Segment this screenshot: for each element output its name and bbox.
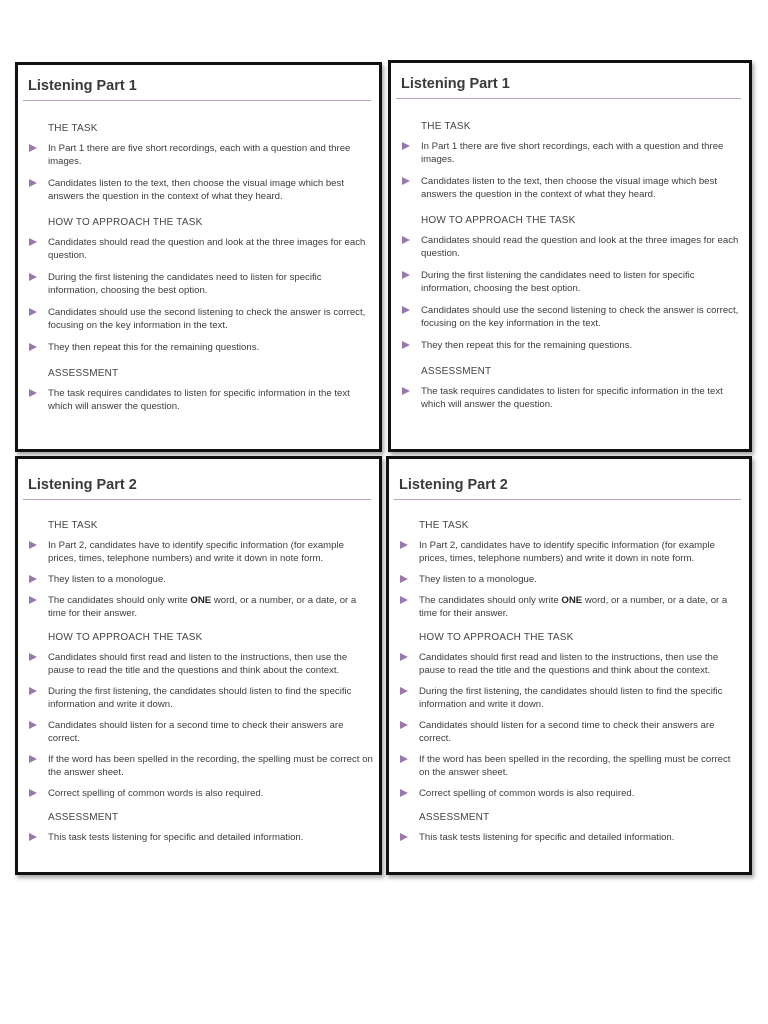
triangle-bullet-icon	[400, 653, 408, 661]
bullet-item	[391, 385, 749, 411]
bullet-text: They then repeat this for the remaining questions.	[48, 342, 260, 353]
bullet-text: Candidates listen to the text, then choose the visual image which best answers the question in the context of what they heard.	[421, 176, 717, 200]
bullet-text: They listen to a monologue.	[48, 574, 166, 585]
bullet-item	[391, 140, 749, 166]
bullet-item	[389, 787, 749, 800]
bullet-text: Candidates should read the question and look at the three images for each question.	[421, 235, 739, 259]
triangle-bullet-icon	[402, 142, 410, 150]
section-heading: HOW TO APPROACH THE TASK	[48, 632, 203, 643]
title-divider	[23, 499, 371, 500]
bullet-list	[391, 385, 749, 411]
bullet-text: They then repeat this for the remaining questions.	[421, 340, 633, 351]
triangle-bullet-icon	[400, 755, 408, 763]
triangle-bullet-icon	[29, 238, 37, 246]
bullet-item	[391, 304, 749, 330]
bullet-text: In Part 2, candidates have to identify specific information (for example prices, times, telephone numbers) and write it down in note form.	[48, 540, 344, 564]
bullet-item	[389, 719, 749, 745]
bullet-text: They listen to a monologue.	[419, 574, 537, 585]
triangle-bullet-icon	[402, 271, 410, 279]
section-heading: THE TASK	[419, 520, 469, 531]
bullet-item	[18, 753, 379, 779]
title-divider	[394, 499, 741, 500]
bullet-item	[18, 236, 379, 262]
bullet-item	[18, 719, 379, 745]
bullet-text: Candidates should first read and listen to the instructions, then use the pause to read the title and the questions and think about the context.	[48, 652, 348, 676]
bullet-text: This task tests listening for specific and detailed information.	[48, 832, 304, 843]
card-title: Listening Part 2	[28, 477, 137, 493]
triangle-bullet-icon	[400, 575, 408, 583]
section-heading: HOW TO APPROACH THE TASK	[421, 215, 576, 226]
bullet-text: During the first listening, the candidates should listen to find the specific information and write it down.	[419, 686, 723, 710]
bullet-list	[389, 539, 749, 620]
triangle-bullet-icon	[400, 833, 408, 841]
triangle-bullet-icon	[29, 575, 37, 583]
bullet-text: During the first listening the candidates need to listen for specific information, choosing the best option.	[421, 270, 695, 294]
triangle-bullet-icon	[400, 541, 408, 549]
triangle-bullet-icon	[29, 653, 37, 661]
bullet-text: Candidates should listen for a second time to check their answers are correct.	[419, 720, 715, 744]
triangle-bullet-icon	[29, 541, 37, 549]
card-title: Listening Part 1	[401, 76, 510, 92]
bullet-item	[18, 341, 379, 354]
triangle-bullet-icon	[29, 755, 37, 763]
bullet-item	[389, 539, 749, 565]
bullet-text: If the word has been spelled in the recording, the spelling must be correct on the answer sheet.	[48, 754, 373, 778]
emphasis-text: ONE	[561, 595, 583, 606]
bullet-item	[391, 269, 749, 295]
bullet-list	[18, 651, 379, 800]
card-title: Listening Part 1	[28, 78, 137, 94]
triangle-bullet-icon	[29, 833, 37, 841]
title-divider	[396, 98, 741, 99]
bullet-list	[18, 236, 379, 354]
bullet-item	[389, 753, 749, 779]
bullet-item	[389, 573, 749, 586]
triangle-bullet-icon	[29, 721, 37, 729]
bullet-item	[391, 234, 749, 260]
bullet-item	[18, 539, 379, 565]
bullet-text: If the word has been spelled in the recording, the spelling must be correct on the answer sheet.	[419, 754, 731, 778]
section-heading: THE TASK	[421, 121, 471, 132]
section-heading: HOW TO APPROACH THE TASK	[48, 217, 203, 228]
bullet-item	[391, 175, 749, 201]
section-heading: ASSESSMENT	[419, 812, 490, 823]
bullet-item	[18, 387, 379, 413]
bullet-text: Candidates should read the question and look at the three images for each question.	[48, 237, 366, 261]
triangle-bullet-icon	[402, 236, 410, 244]
bullet-text: The candidates should only write ONE word, or a number, or a date, or a time for their answer.	[48, 595, 357, 619]
bullet-item	[18, 142, 379, 168]
triangle-bullet-icon	[29, 789, 37, 797]
bullet-text: The task requires candidates to listen for specific information in the text which will answer the question.	[421, 386, 723, 410]
bullet-list	[18, 831, 379, 844]
triangle-bullet-icon	[400, 721, 408, 729]
section-heading: THE TASK	[48, 520, 98, 531]
triangle-bullet-icon	[29, 179, 37, 187]
bullet-item	[18, 271, 379, 297]
bullet-text: Candidates should first read and listen to the instructions, then use the pause to read the title and the questions and think about the context.	[419, 652, 719, 676]
bullet-text: During the first listening the candidates need to listen for specific information, choosing the best option.	[48, 272, 322, 296]
bullet-item	[389, 685, 749, 711]
card-listening-part-2-left	[15, 456, 382, 875]
bullet-text: Correct spelling of common words is also required.	[419, 788, 635, 799]
bullet-text: Correct spelling of common words is also required.	[48, 788, 264, 799]
section-heading: HOW TO APPROACH THE TASK	[419, 632, 574, 643]
triangle-bullet-icon	[29, 144, 37, 152]
bullet-text: Candidates should use the second listening to check the answer is correct, focusing on the key information in the text.	[48, 307, 366, 331]
triangle-bullet-icon	[402, 341, 410, 349]
triangle-bullet-icon	[402, 177, 410, 185]
section-heading: ASSESSMENT	[48, 812, 119, 823]
bullet-list	[391, 234, 749, 352]
bullet-item	[18, 831, 379, 844]
bullet-text: This task tests listening for specific and detailed information.	[419, 832, 675, 843]
bullet-item	[18, 306, 379, 332]
bullet-item	[391, 339, 749, 352]
bullet-item	[389, 831, 749, 844]
bullet-text: Candidates should listen for a second time to check their answers are correct.	[48, 720, 344, 744]
bullet-item	[18, 651, 379, 677]
triangle-bullet-icon	[29, 308, 37, 316]
triangle-bullet-icon	[29, 687, 37, 695]
triangle-bullet-icon	[29, 389, 37, 397]
bullet-list	[18, 539, 379, 620]
card-listening-part-1-left	[15, 62, 382, 452]
card-title: Listening Part 2	[399, 477, 508, 493]
bullet-text: In Part 2, candidates have to identify specific information (for example prices, times, telephone numbers) and write it down in note form.	[419, 540, 715, 564]
card-listening-part-2-right	[386, 456, 752, 875]
bullet-text: In Part 1 there are five short recordings, each with a question and three images.	[421, 141, 724, 165]
triangle-bullet-icon	[400, 596, 408, 604]
triangle-bullet-icon	[402, 306, 410, 314]
section-heading: THE TASK	[48, 123, 98, 134]
bullet-item	[18, 177, 379, 203]
triangle-bullet-icon	[400, 789, 408, 797]
bullet-item	[389, 651, 749, 677]
bullet-item	[18, 685, 379, 711]
bullet-text: The task requires candidates to listen for specific information in the text which will answer the question.	[48, 388, 350, 412]
bullet-item	[389, 594, 749, 620]
card-listening-part-1-right	[388, 60, 752, 452]
section-heading: ASSESSMENT	[48, 368, 119, 379]
bullet-list	[389, 651, 749, 800]
bullet-list	[389, 831, 749, 844]
bullet-text: Candidates listen to the text, then choose the visual image which best answers the question in the context of what they heard.	[48, 178, 344, 202]
bullet-item	[18, 594, 379, 620]
bullet-text: The candidates should only write ONE word, or a number, or a date, or a time for their answer.	[419, 595, 728, 619]
bullet-item	[18, 573, 379, 586]
bullet-list	[18, 142, 379, 203]
triangle-bullet-icon	[402, 387, 410, 395]
bullet-text: In Part 1 there are five short recordings, each with a question and three images.	[48, 143, 351, 167]
emphasis-text: ONE	[190, 595, 212, 606]
bullet-list	[18, 387, 379, 413]
bullet-text: Candidates should use the second listening to check the answer is correct, focusing on the key information in the text.	[421, 305, 739, 329]
section-heading: ASSESSMENT	[421, 366, 492, 377]
bullet-text: During the first listening, the candidates should listen to find the specific information and write it down.	[48, 686, 352, 710]
title-divider	[23, 100, 371, 101]
triangle-bullet-icon	[29, 343, 37, 351]
bullet-item	[18, 787, 379, 800]
bullet-list	[391, 140, 749, 201]
triangle-bullet-icon	[29, 596, 37, 604]
triangle-bullet-icon	[29, 273, 37, 281]
triangle-bullet-icon	[400, 687, 408, 695]
